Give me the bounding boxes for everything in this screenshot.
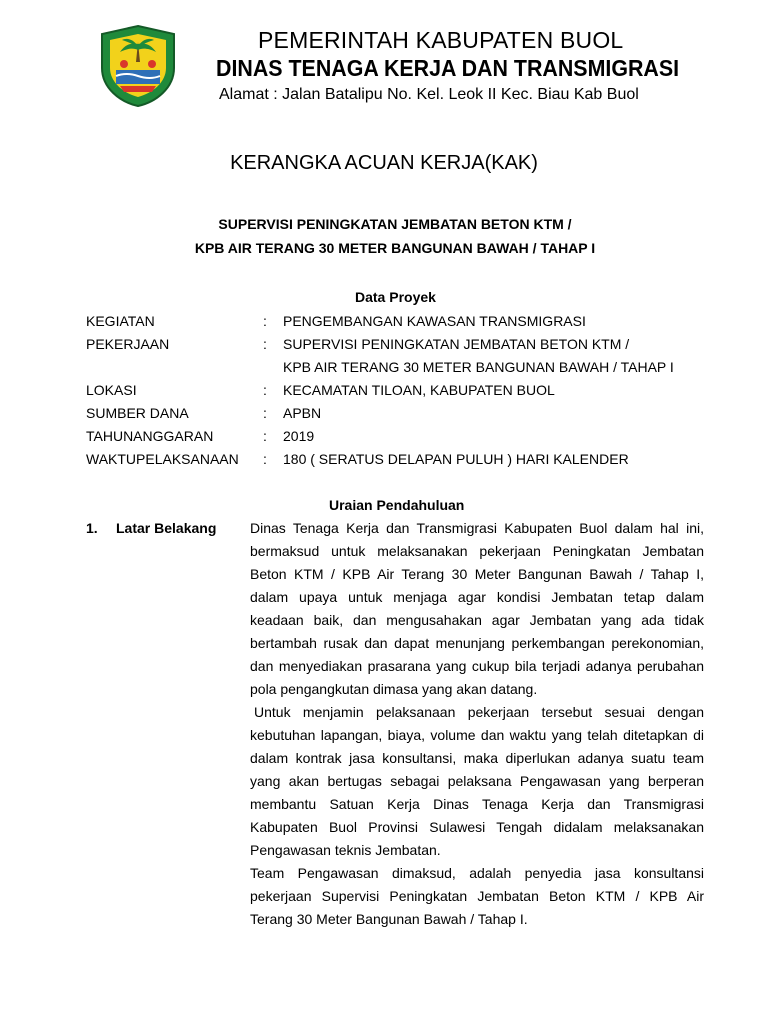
paragraph-line: pekerjaan Supervisi Peningkatan Jembatan Beton KTM / KPB Air — [250, 888, 704, 904]
paragraph-line: kebutuhan lapangan, biaya, volume dan waktu yang telah ditetapkan di — [250, 727, 704, 743]
document-title: KERANGKA ACUAN KERJA(KAK) — [230, 152, 538, 174]
paragraph-line: dan menyediakan prasarana yang cukup bila terjadi adanya perubahan — [250, 658, 704, 674]
paragraph-line: Dinas Tenaga Kerja dan Transmigrasi Kabupaten Buol dalam hal ini, — [250, 520, 704, 536]
item-title: Latar Belakang — [116, 520, 217, 536]
row-value: SUPERVISI PENINGKATAN JEMBATAN BETON KTM / — [283, 336, 630, 352]
paragraph-line: yang akan bertugas sebagai pelaksana Pengawasan yang berperan — [250, 773, 704, 789]
paragraph-line: Pengawasan teknis Jembatan. — [250, 842, 441, 858]
row-value: 180 ( SERATUS DELAPAN PULUH ) HARI KALENDER — [283, 451, 629, 467]
document-subtitle-line-2: KPB AIR TERANG 30 METER BANGUNAN BAWAH / TAHAP I — [194, 240, 596, 256]
paragraph-line: keadaan baik, dan mengusahakan agar Jembatan yang ada tidak — [250, 612, 704, 628]
row-value: APBN — [283, 405, 322, 421]
uraian-heading: Uraian Pendahuluan — [329, 497, 465, 513]
paragraph-line: Team Pengawasan dimaksud, adalah penyedia jasa konsultansi — [250, 865, 704, 881]
row-colon: : — [263, 405, 267, 421]
paragraph-line: Untuk menjamin pelaksanaan pekerjaan tersebut sesuai dengan — [254, 704, 704, 720]
row-value: KECAMATAN TILOAN, KABUPATEN BUOL — [283, 382, 555, 398]
row-colon: : — [263, 313, 267, 329]
item-number: 1. — [86, 520, 98, 536]
row-label: TAHUNANGGARAN — [86, 428, 214, 444]
row-value: KPB AIR TERANG 30 METER BANGUNAN BAWAH / TAHAP I — [283, 359, 674, 375]
row-colon: : — [263, 336, 267, 352]
paragraph-line: dalam upaya untuk menjaga agar kondisi Jembatan tetap dalam — [250, 589, 704, 605]
data-proyek-heading: Data Proyek — [355, 289, 436, 305]
document-subtitle-line-1: SUPERVISI PENINGKATAN JEMBATAN BETON KTM / — [218, 216, 572, 232]
row-value: PENGEMBANGAN KAWASAN TRANSMIGRASI — [283, 313, 586, 329]
row-label: WAKTUPELAKSANAAN — [86, 451, 239, 467]
paragraph-line: Terang 30 Meter Bangunan Bawah / Tahap I. — [250, 911, 528, 927]
paragraph-line: bertambah rusak dan dapat menunjang perkembangan perekonomian, — [250, 635, 704, 651]
row-colon: : — [263, 451, 267, 467]
paragraph-line: dalam kontrak jasa konsultansi, maka diperlukan adanya suatu team — [250, 750, 704, 766]
government-name: PEMERINTAH KABUPATEN BUOL — [258, 27, 624, 53]
row-value: 2019 — [283, 428, 315, 444]
kabupaten-buol-emblem-icon — [96, 24, 180, 108]
row-label: PEKERJAAN — [86, 336, 170, 352]
row-label: KEGIATAN — [86, 313, 155, 329]
row-label: LOKASI — [86, 382, 137, 398]
paragraph-line: Beton KTM / KPB Air Terang 30 Meter Bangunan Bawah / Tahap I, — [250, 566, 704, 582]
paragraph-line: pola pengangkutan dimasa yang akan datang. — [250, 681, 538, 697]
letterhead-address: Alamat : Jalan Batalipu No. Kel. Leok II Kec. Biau Kab Buol — [219, 86, 639, 103]
paragraph-line: bermaksud untuk melaksanakan pekerjaan Peningkatan Jembatan — [250, 543, 704, 559]
department-name: DINAS TENAGA KERJA DAN TRANSMIGRASI — [216, 55, 680, 81]
paragraph-line: Kabupaten Buol Provinsi Sulawesi Tengah didalam melaksanakan — [250, 819, 704, 835]
row-label: SUMBER DANA — [86, 405, 189, 421]
row-colon: : — [263, 382, 267, 398]
paragraph-line: membantu Satuan Kerja Dinas Tenaga Kerja dan Transmigrasi — [250, 796, 704, 812]
row-colon: : — [263, 428, 267, 444]
